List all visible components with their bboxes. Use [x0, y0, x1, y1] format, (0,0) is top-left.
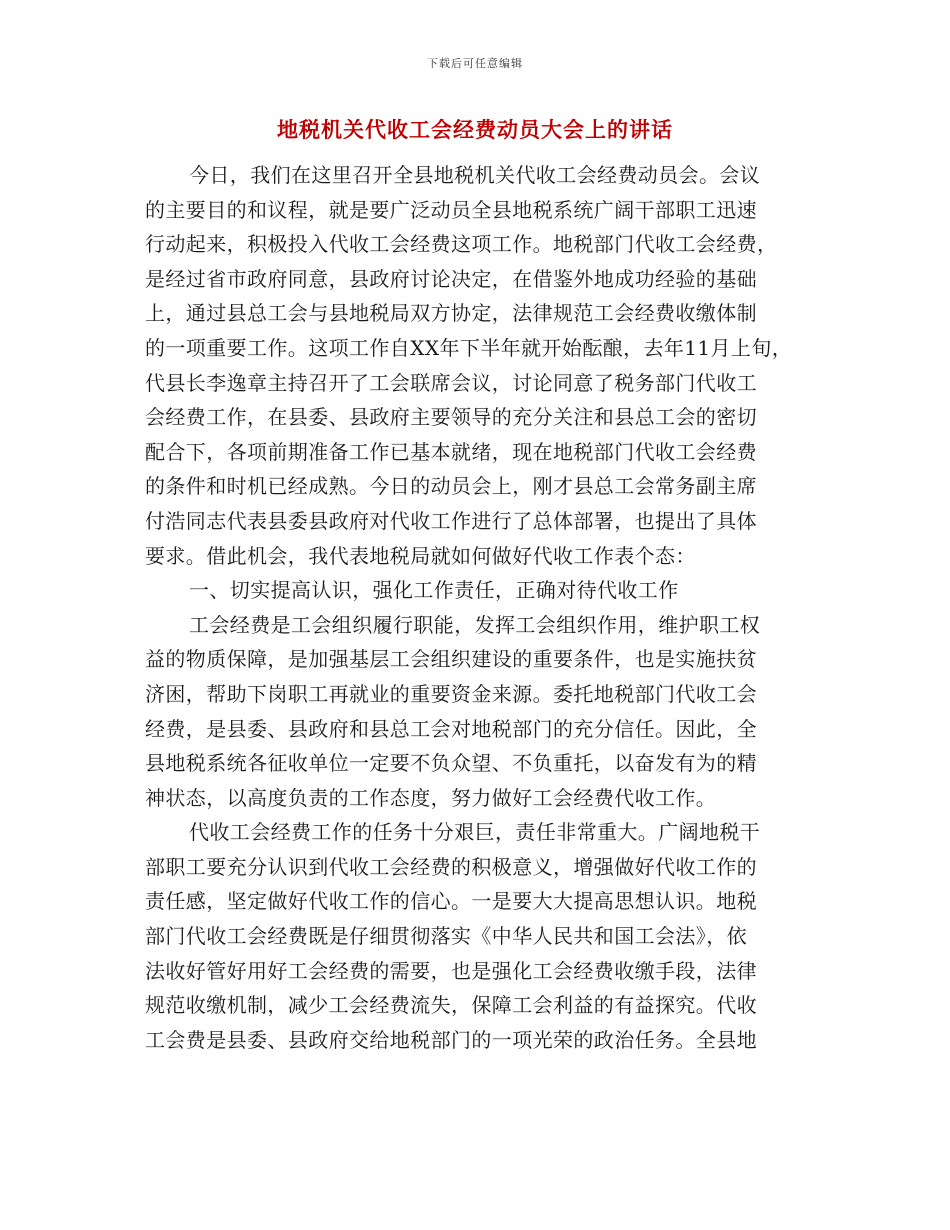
paragraph-line: 今日，我们在这里召开全县地税机关代收工会经费动员会。会议 — [189, 163, 761, 187]
paragraph-line: 神状态，以高度负责的工作态度，努力做好工会经费代收工作。 — [145, 785, 717, 810]
paragraph-line: 付浩同志代表县委县政府对代收工作进行了总体部署，也提出了具体 — [145, 508, 757, 533]
paragraph-line: 上，通过县总工会与县地税局双方协定，法律规范工会经费收缴体制 — [145, 301, 757, 326]
paragraph-line: 的一项重要工作。这项工作自XX年下半年就开始酝酿，去年11月上旬， — [145, 335, 793, 360]
document-body — [145, 158, 835, 1057]
paragraph-line: 益的物质保障，是加强基层工会组织建设的重要条件，也是实施扶贫 — [145, 647, 757, 672]
paragraph-line: 法收好管好用好工会经费的需要，也是强化工会经费收缴手段，法律 — [145, 958, 757, 983]
paragraph-line: 部门代收工会经费既是仔细贯彻落实《中华人民共和国工会法》，依 — [145, 924, 747, 949]
paragraph-line: 配合下，各项前期准备工作已基本就绪，现在地税部门代收工会经费 — [145, 439, 757, 464]
paragraph-line: 济困，帮助下岗职工再就业的重要资金来源。委托地税部门代收工会 — [145, 681, 757, 706]
paragraph-line: 工会经费是工会组织履行职能，发挥工会组织作用，维护职工权 — [189, 612, 761, 637]
paragraph-line: 行动起来，积极投入代收工会经费这项工作。地税部门代收工会经费， — [145, 232, 778, 257]
paragraph-line: 的主要目的和议程，就是要广泛动员全县地税系统广阔干部职工迅速 — [145, 197, 757, 222]
paragraph-line: 的条件和时机已经成熟。今日的动员会上，刚才县总工会常务副主席 — [145, 474, 757, 499]
paragraph-line: 会经费工作，在县委、县政府主要领导的充分关注和县总工会的密切 — [145, 405, 757, 430]
paragraph-line: 责任感，坚定做好代收工作的信心。一是要大大提高思想认识。地税 — [145, 889, 757, 914]
paragraph-line: 是经过省市政府同意，县政府讨论决定，在借鉴外地成功经验的基础 — [145, 266, 757, 291]
paragraph-line: 经费，是县委、县政府和县总工会对地税部门的充分信任。因此，全 — [145, 716, 757, 741]
paragraph-line: 县地税系统各征收单位一定要不负众望、不负重托，以奋发有为的精 — [145, 751, 757, 776]
paragraph-line: 要求。借此机会，我代表地税局就如何做好代收工作表个态： — [145, 543, 696, 568]
section-heading: 一、切实提高认识，强化工作责任，正确对待代收工作 — [189, 578, 679, 603]
page-header-note: 下载后可任意编辑 — [427, 57, 523, 70]
paragraph-line: 代县长李逸章主持召开了工会联席会议，讨论同意了税务部门代收工 — [145, 370, 757, 395]
paragraph-line: 工会费是县委、县政府交给地税部门的一项光荣的政治任务。全县地 — [145, 1027, 757, 1052]
document-title: 地税机关代收工会经费动员大会上的讲话 — [277, 117, 673, 142]
paragraph-line: 部职工要充分认识到代收工会经费的积极意义，增强做好代收工作的 — [145, 854, 757, 879]
paragraph-line: 规范收缴机制，减少工会经费流失，保障工会利益的有益探究。代收 — [145, 993, 757, 1018]
paragraph-line: 代收工会经费工作的任务十分艰巨，责任非常重大。广阔地税干 — [189, 820, 761, 845]
